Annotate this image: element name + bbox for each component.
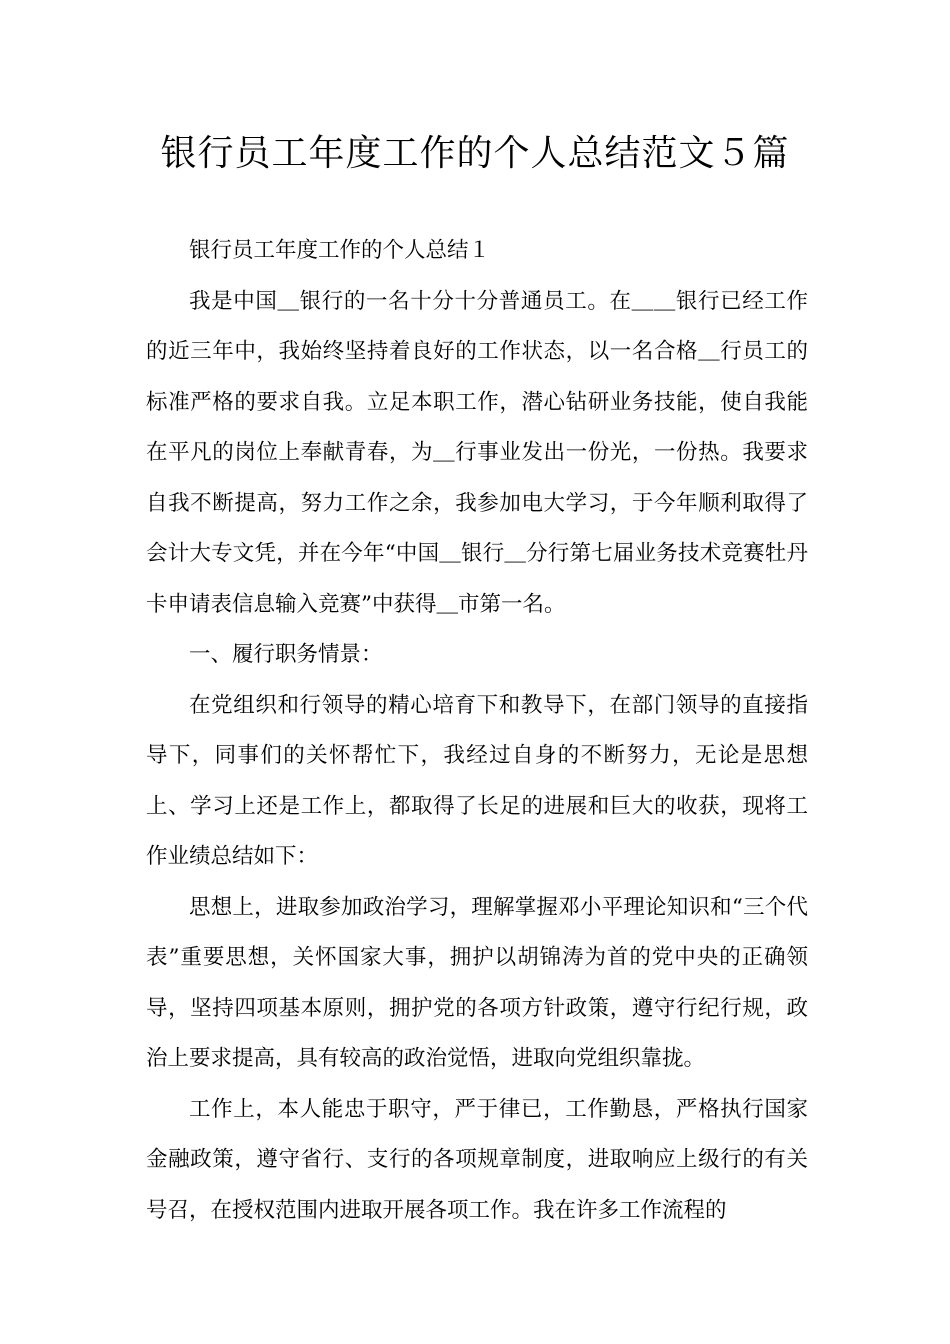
section-heading: 一、履行职务情景： [189, 642, 383, 667]
document-title: 银行员工年度工作的个人总结范文５篇 [160, 133, 790, 174]
paragraph-introduction: 我是中国＿银行的一名十分十分普通员工。在＿＿银行已经工作的近三年中，我始终坚持着良好的工作状态，以一名合格＿行员工的标准严格的要求自我。立足本职工作，潜心钻研业务技能，使自我能在平凡的岗位上奉献青春，为＿行事业发出一份光，一份热。我要求自我不断提高，努力工作之余，我参加电大学习，于今年顺利取得了会计大专文凭，并在今年“中国＿银行＿分行第七届业务技术竞赛牡丹卡申请表信息输入竞赛”中获得＿市第一名。 [146, 288, 808, 617]
paragraph-ideology: 思想上，进取参加政治学习，理解掌握邓小平理论知识和“三个代表”重要思想，关怀国家大事，拥护以胡锦涛为首的党中央的正确领导，坚持四项基本原则，拥护党的各项方针政策，遵守行纪行规，政治上要求提高，具有较高的政治觉悟，进取向党组织靠拢。 [146, 894, 808, 1071]
paragraph-work: 工作上，本人能忠于职守，严于律已，工作勤恳，严格执行国家金融政策，遵守省行、支行的各项规章制度，进取响应上级行的有关号召，在授权范围内进取开展各项工作。我在许多工作流程的 [146, 1096, 808, 1223]
document-body [146, 226, 808, 1236]
section-heading: 银行员工年度工作的个人总结１ [189, 238, 491, 263]
paragraph-summary: 在党组织和行领导的精心培育下和教导下，在部门领导的直接指导下，同事们的关怀帮忙下，我经过自身的不断努力，无论是思想上、学习上还是工作上，都取得了长足的进展和巨大的收获，现将工作业绩总结如下： [146, 692, 808, 869]
